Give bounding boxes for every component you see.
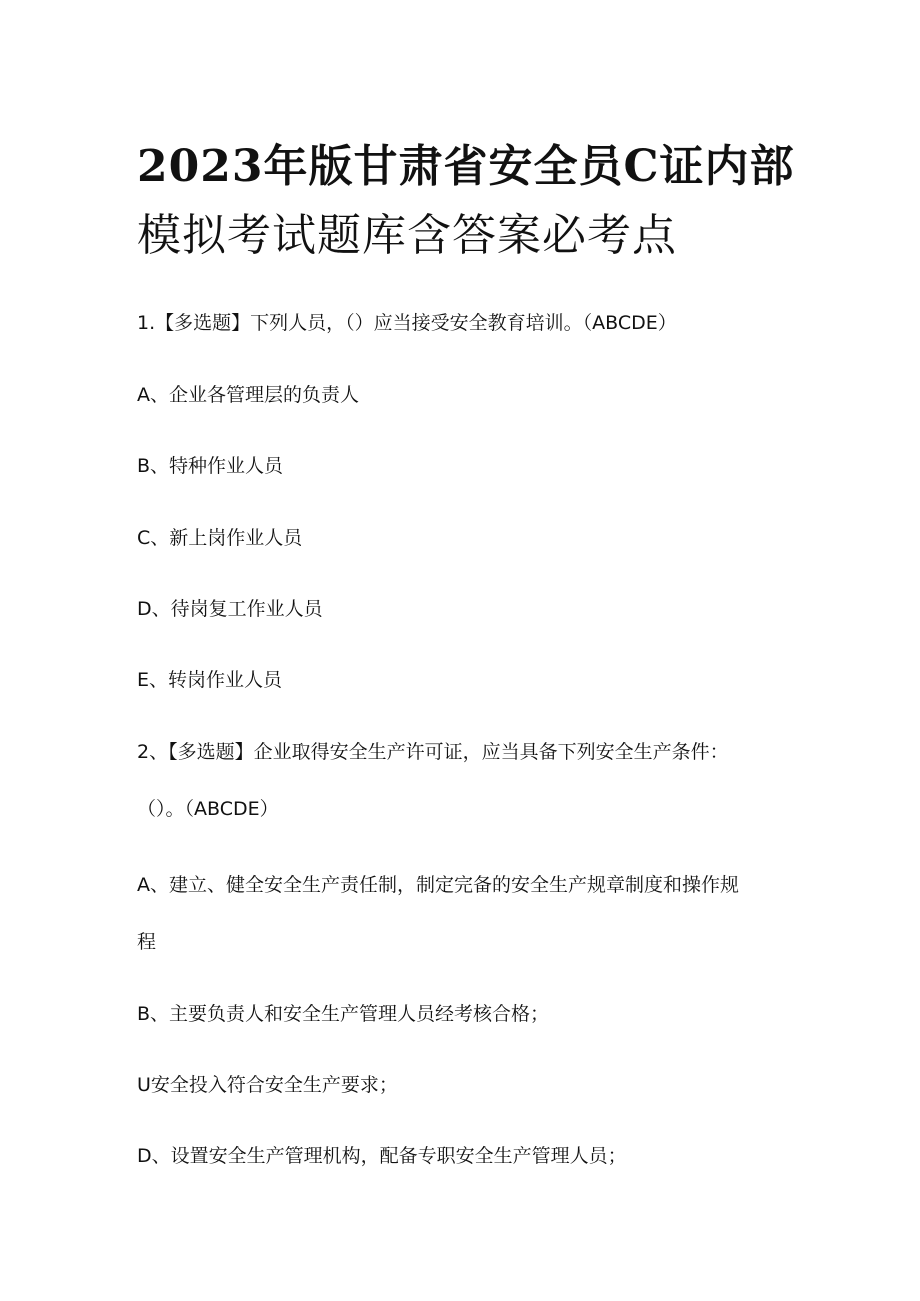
question-2-option-b: B、主要负责人和安全生产管理人员经考核合格； (137, 1003, 550, 1025)
question-2-option-d: D、设置安全生产管理机构，配备专职安全生产管理人员； (137, 1145, 627, 1167)
question-2-stem-line-1: 2、【多选题】企业取得安全生产许可证，应当具备下列安全生产条件： (137, 741, 729, 763)
question-2-option-c: U安全投入符合安全生产要求； (137, 1074, 398, 1096)
question-1-option-a: A、企业各管理层的负责人 (137, 384, 359, 406)
document-title-line-1: 2023年版甘肃省安全员C证内部 (137, 141, 795, 192)
question-1-option-c: C、新上岗作业人员 (137, 527, 303, 549)
document-title-line-2: 模拟考试题库含答案必考点 (137, 210, 677, 261)
question-2-stem-line-2: （）。（ABCDE） (137, 798, 279, 820)
question-1-stem: 1.【多选题】下列人员，（）应当接受安全教育培训。（ABCDE） (137, 312, 677, 334)
question-1-option-b: B、特种作业人员 (137, 455, 284, 477)
question-2-option-a-line-1: A、建立、健全安全生产责任制，制定完备的安全生产规章制度和操作规 (137, 874, 739, 896)
question-1-option-e: E、转岗作业人员 (137, 669, 283, 691)
question-1-option-d: D、待岗复工作业人员 (137, 598, 323, 620)
question-2-option-a-line-2: 程 (137, 931, 157, 953)
